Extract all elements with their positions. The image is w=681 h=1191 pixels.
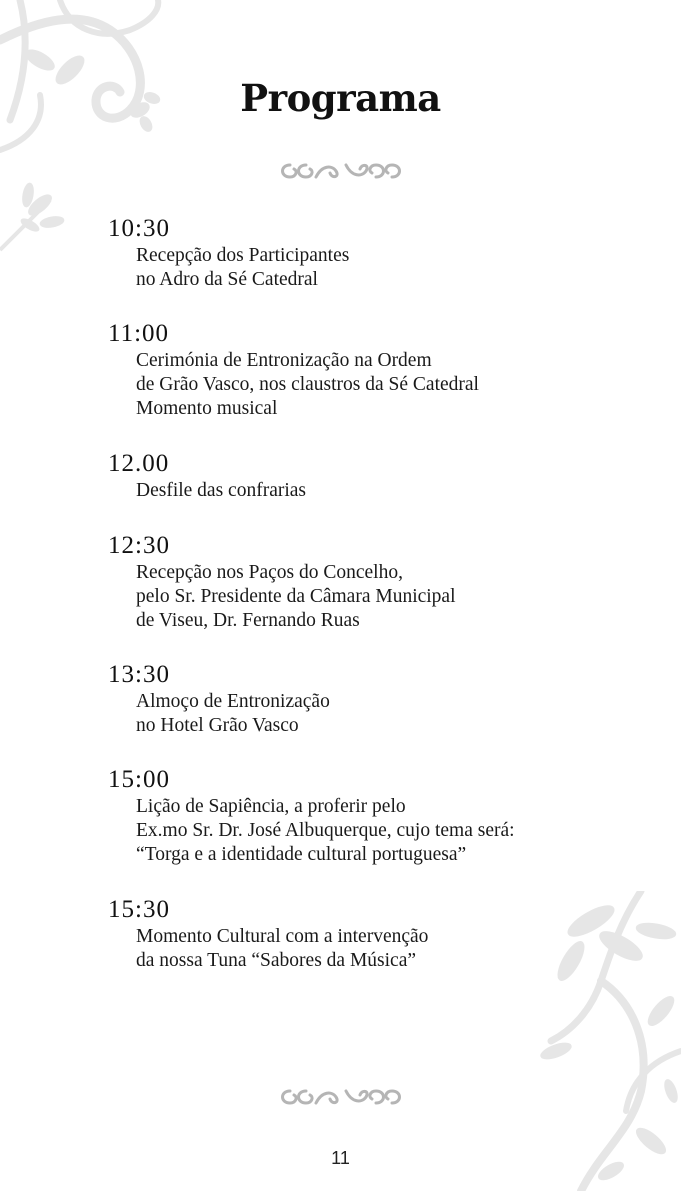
page-number: 11	[331, 1148, 350, 1168]
schedule-item	[108, 214, 349, 292]
description-line: Momento Cultural com a intervenção	[136, 926, 429, 947]
description-line: Momento musical	[136, 398, 278, 419]
schedule-description	[136, 479, 306, 503]
description-line: Cerimónia de Entronização na Ordem	[136, 350, 432, 371]
schedule-time: 10:30	[108, 215, 170, 242]
schedule-item	[108, 765, 515, 867]
description-line: pelo Sr. Presidente da Câmara Municipal	[136, 586, 456, 607]
schedule-time: 12.00	[108, 450, 170, 477]
schedule-description	[136, 795, 515, 867]
page-title: Programa	[240, 76, 441, 120]
schedule-description	[136, 349, 479, 421]
schedule-description	[136, 690, 330, 738]
schedule-item	[108, 895, 428, 973]
schedule-item	[108, 531, 456, 633]
description-line: Recepção nos Paços do Concelho,	[136, 562, 403, 583]
scroll-divider-icon	[276, 1083, 406, 1109]
schedule-item	[108, 449, 306, 503]
description-line: no Adro da Sé Catedral	[136, 269, 318, 290]
schedule-time: 15:00	[108, 766, 170, 793]
description-line: Desfile das confrarias	[136, 480, 307, 501]
description-line: Ex.mo Sr. Dr. José Albuquerque, cujo tema será:	[136, 820, 515, 841]
description-line: “Torga e a identidade cultural portuguesa”	[136, 844, 467, 865]
schedule-time: 15:30	[108, 896, 170, 923]
scroll-divider-icon	[276, 157, 406, 183]
schedule-item	[108, 319, 479, 421]
schedule-description	[136, 925, 428, 973]
description-line: de Viseu, Dr. Fernando Ruas	[136, 610, 360, 631]
description-line: Lição de Sapiência, a proferir pelo	[136, 796, 406, 817]
description-line: Almoço de Entronização	[136, 691, 330, 712]
schedule-time: 13:30	[108, 661, 170, 688]
schedule-time: 11:00	[108, 320, 170, 347]
description-line: no Hotel Grão Vasco	[136, 715, 299, 736]
description-line: da nossa Tuna “Sabores da Música”	[136, 950, 416, 971]
schedule-time: 12:30	[108, 532, 170, 559]
schedule-description	[136, 244, 349, 292]
schedule-item	[108, 660, 330, 738]
schedule-description	[136, 561, 456, 633]
description-line: de Grão Vasco, nos claustros da Sé Catedral	[136, 374, 479, 395]
floral-ornament-icon	[531, 891, 681, 1191]
description-line: Recepção dos Participantes	[136, 245, 350, 266]
